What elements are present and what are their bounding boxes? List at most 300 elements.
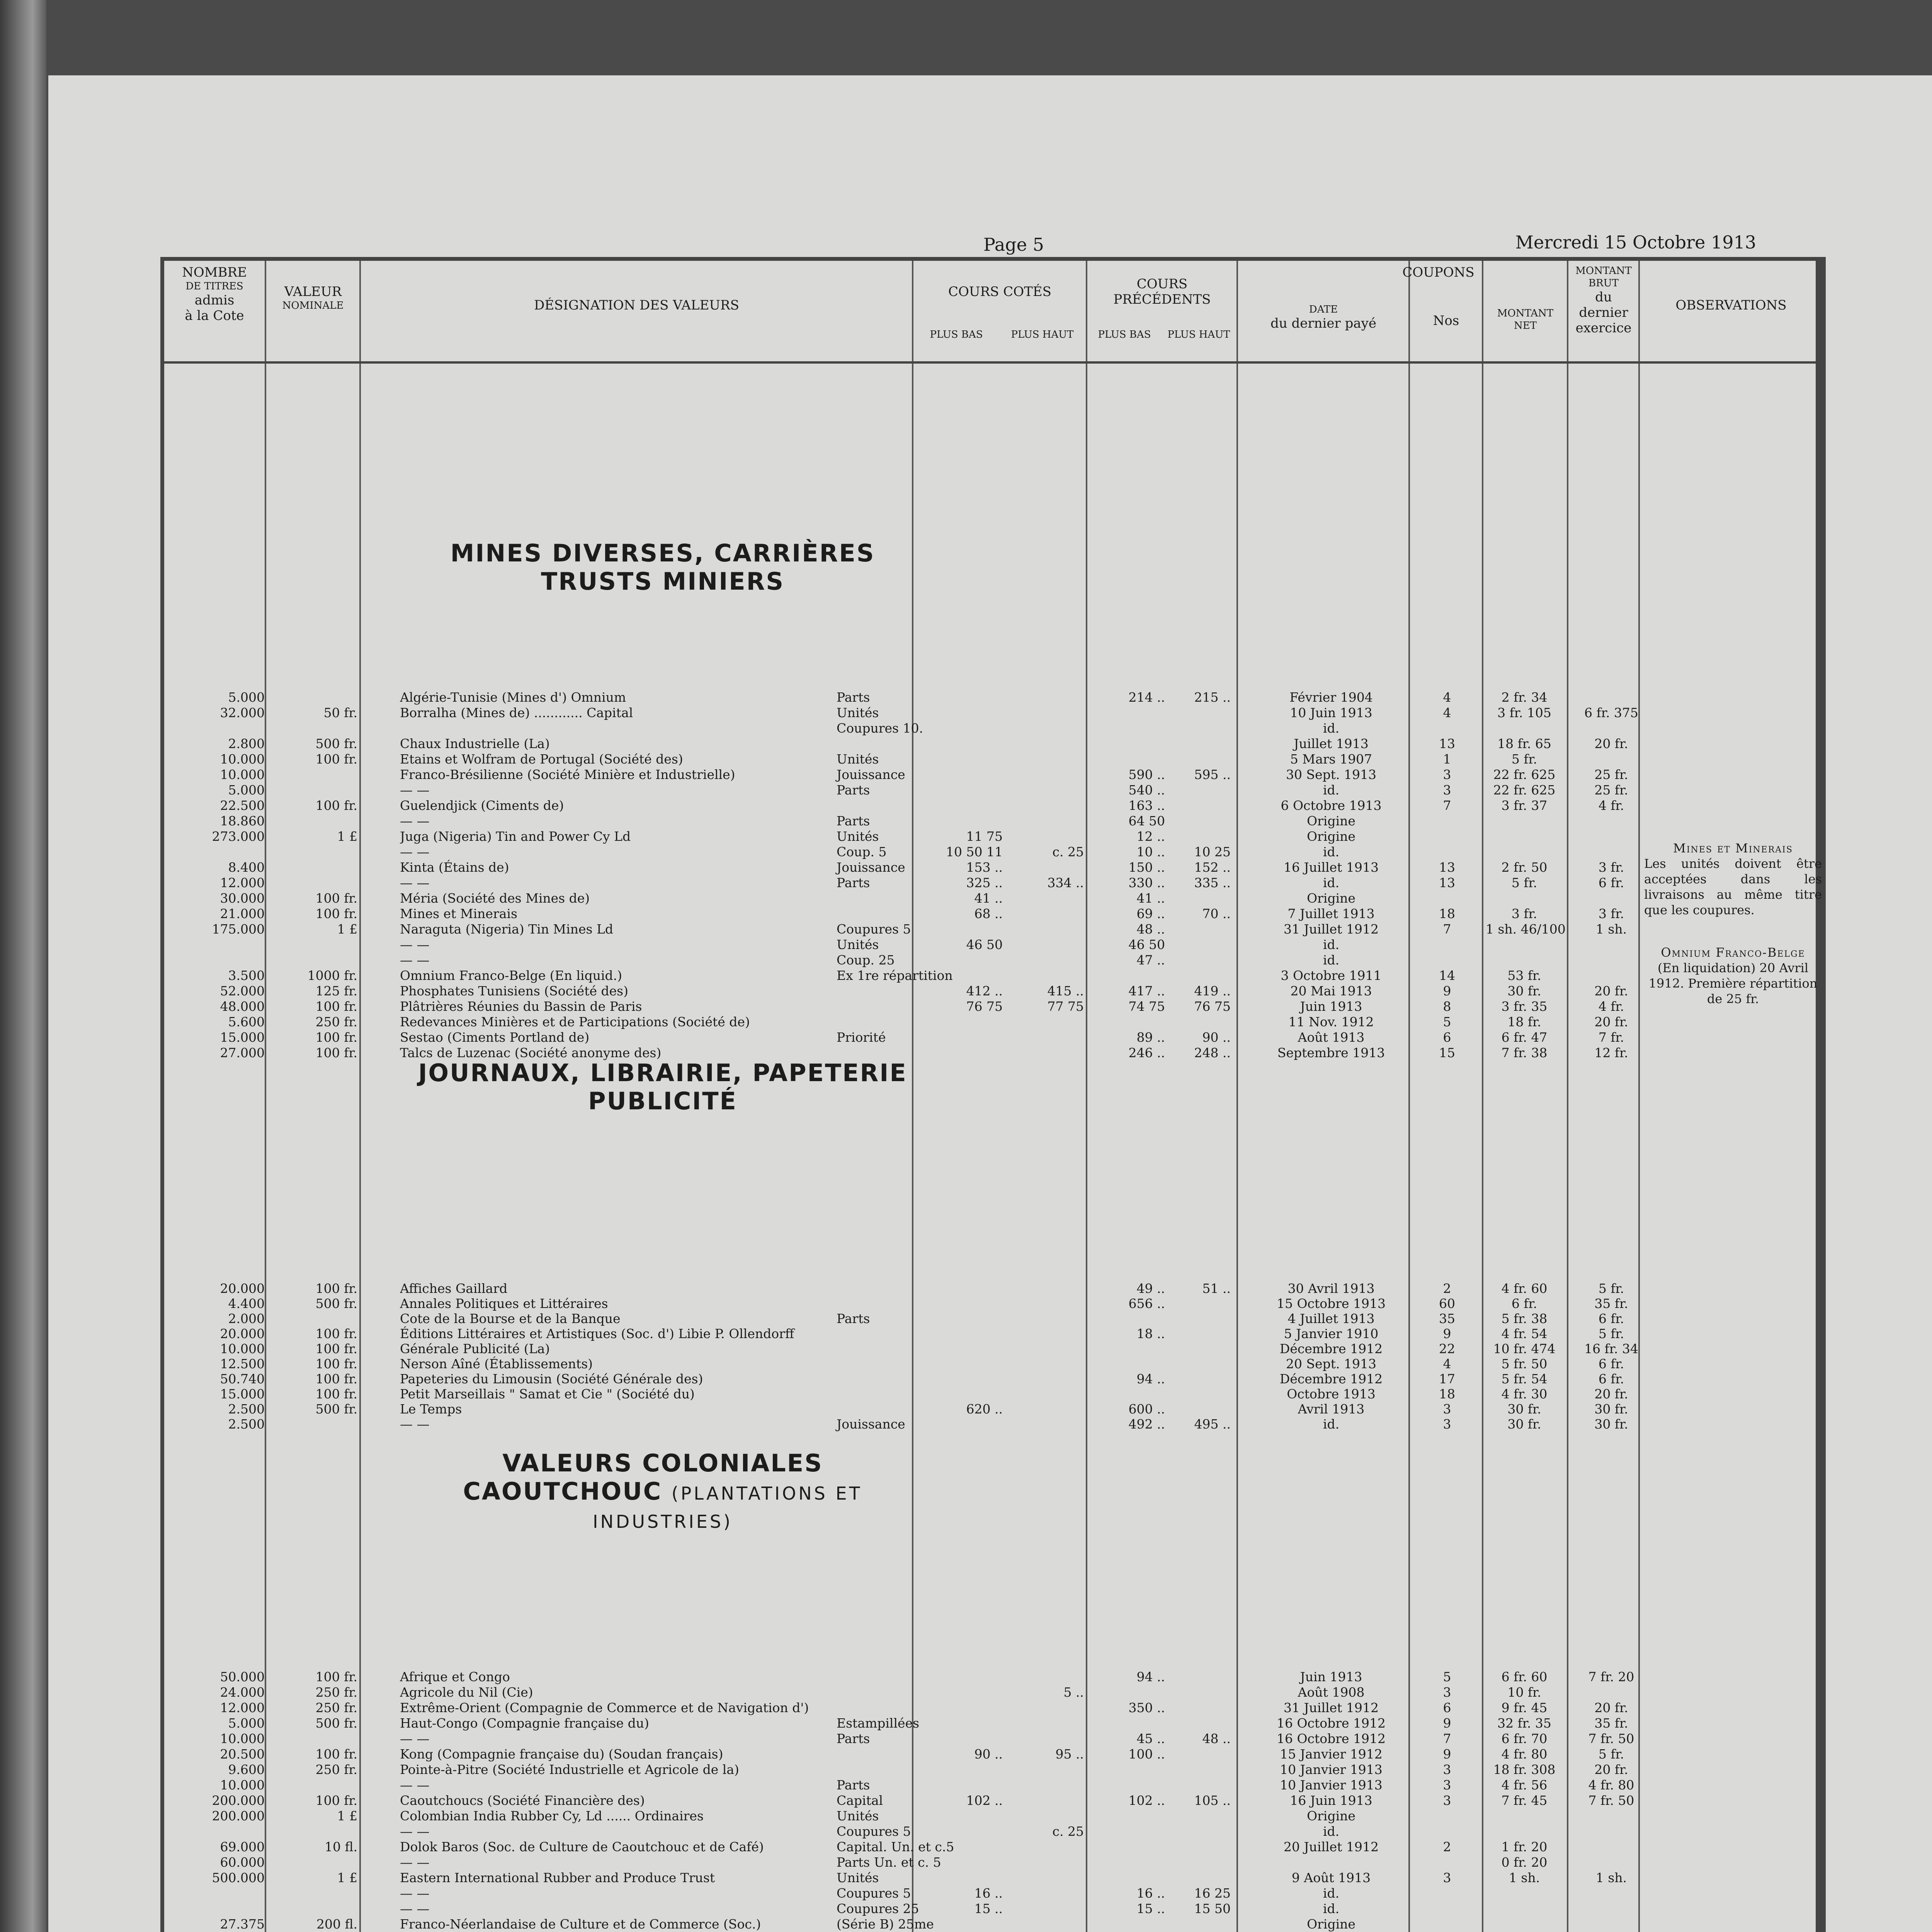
header-numero: Nos: [1433, 313, 1459, 328]
cell-date: 11 Nov. 1912: [1288, 1014, 1374, 1029]
header-nombre-line: à la Cote: [185, 308, 244, 323]
cell-date: id.: [1323, 844, 1340, 859]
header-date-line: du dernier payé: [1270, 316, 1376, 331]
table-row: [164, 906, 1816, 922]
cell-no: 7: [1443, 798, 1451, 813]
cell-ph: 415 ..: [1047, 983, 1084, 998]
cell-date: Juillet 1913: [1294, 736, 1369, 751]
cell-date: Avril 1913: [1298, 1401, 1365, 1417]
cell-net: 6 fr. 47: [1501, 1030, 1548, 1045]
cell-net: 6 fr. 60: [1501, 1669, 1548, 1684]
cell-part: Parts: [837, 782, 870, 798]
cell-des: Algérie-Tunisie (Mines d') Omnium: [400, 690, 626, 705]
table-row: [164, 1281, 1816, 1296]
cell-des: Chaux Industrielle (La): [400, 736, 550, 751]
cell-des: Etains et Wolfram de Portugal (Société des): [400, 752, 683, 767]
cell-date: 20 Mai 1913: [1290, 983, 1372, 998]
header-coupons: COUPONS: [1402, 265, 1475, 280]
header-nombre-line: DE TITRES: [185, 281, 243, 292]
cell-des: — —: [400, 782, 430, 798]
cell-nb: 12.000: [220, 875, 265, 890]
cell-date: 6 Octobre 1913: [1281, 798, 1382, 813]
cell-pp2: 335 ..: [1194, 875, 1231, 890]
cell-ph: c. 25: [1052, 1824, 1084, 1839]
cell-val: 100 fr.: [315, 906, 357, 921]
cell-date: 20 Juillet 1912: [1284, 1839, 1379, 1854]
table-row: [164, 891, 1816, 906]
cell-net: 9 fr. 45: [1501, 1700, 1548, 1715]
header-date-line: DATE: [1309, 304, 1338, 315]
table-row: [164, 1030, 1816, 1045]
cell-no: 13: [1439, 875, 1455, 890]
table-row: [164, 937, 1816, 952]
cell-part: Parts: [837, 1311, 870, 1326]
cell-net: 5 fr. 38: [1501, 1311, 1548, 1326]
cell-date: Origine: [1307, 1917, 1355, 1932]
table-row: [164, 1401, 1816, 1417]
cell-date: Octobre 1913: [1287, 1386, 1376, 1401]
cell-pp1: 74 75: [1128, 999, 1165, 1014]
cell-pp1: 350 ..: [1128, 1700, 1165, 1715]
cell-pp1: 150 ..: [1128, 860, 1165, 875]
cell-pp1: 46 50: [1128, 937, 1165, 952]
cell-des: Afrique et Congo: [400, 1669, 510, 1684]
cell-net: 0 fr. 20: [1501, 1855, 1548, 1870]
cell-brut: 30 fr.: [1594, 1401, 1628, 1417]
cell-part: Unités: [837, 1808, 879, 1823]
cell-pp2: 76 75: [1194, 999, 1231, 1014]
table-row: [164, 875, 1816, 891]
table-row: [164, 767, 1816, 782]
cell-no: 2: [1443, 1839, 1451, 1854]
cell-des: Méria (Société des Mines de): [400, 891, 590, 906]
cell-pp1: 492 ..: [1128, 1417, 1165, 1432]
cell-des: Kong (Compagnie française du) (Soudan français): [400, 1747, 723, 1762]
cell-des: Guelendjick (Ciments de): [400, 798, 564, 813]
cell-des: — —: [400, 844, 430, 859]
section-title-journaux: [412, 1059, 914, 1115]
cell-pp1: 330 ..: [1128, 875, 1165, 890]
cell-net: 3 fr. 35: [1501, 999, 1548, 1014]
cell-no: 1: [1443, 752, 1451, 767]
cell-val: 100 fr.: [315, 798, 357, 813]
cell-no: 3: [1443, 1685, 1451, 1700]
cell-net: 30 fr.: [1507, 983, 1541, 998]
cell-pp1: 47 ..: [1136, 952, 1165, 968]
cell-brut: 12 fr.: [1594, 1045, 1628, 1060]
cell-net: 4 fr. 80: [1501, 1747, 1548, 1762]
cell-date: Septembre 1913: [1277, 1045, 1385, 1060]
cell-net: 5 fr.: [1511, 752, 1537, 767]
table-row: [164, 1669, 1816, 1685]
cell-date: 7 Juillet 1913: [1287, 906, 1375, 921]
cell-no: 9: [1443, 1747, 1451, 1762]
cell-date: Origine: [1307, 829, 1355, 844]
cell-nb: 20.500: [220, 1747, 265, 1762]
cell-no: 13: [1439, 860, 1455, 875]
cell-net: 30 fr.: [1507, 1401, 1541, 1417]
cell-no: 6: [1443, 1030, 1451, 1045]
header-cours-cotes: COURS COTÉS: [948, 284, 1051, 299]
cell-nb: 10.000: [220, 1777, 265, 1793]
cell-pb: 102 ..: [966, 1793, 1003, 1808]
cell-pp1: 540 ..: [1128, 782, 1165, 798]
cell-pp1: 69 ..: [1136, 906, 1165, 921]
cell-brut: 20 fr.: [1594, 1386, 1628, 1401]
table-row: [164, 1777, 1816, 1793]
cell-pp1: 45 ..: [1136, 1731, 1165, 1746]
cell-nb: 22.500: [220, 798, 265, 813]
table-row: [164, 1356, 1816, 1372]
cell-des: — —: [400, 813, 430, 828]
cell-no: 3: [1443, 1793, 1451, 1808]
section-title-line: JOURNAUX, LIBRAIRIE, PAPETERIE: [418, 1059, 907, 1087]
table-row: [164, 829, 1816, 844]
cell-val: 250 fr.: [315, 1685, 357, 1700]
cell-no: 18: [1439, 906, 1455, 921]
cell-no: 5: [1443, 1669, 1451, 1684]
table-row: [164, 1839, 1816, 1855]
cell-des: Plâtrières Réunies du Bassin de Paris: [400, 999, 642, 1014]
cell-pb: 76 75: [966, 999, 1003, 1014]
cell-des: Extrême-Orient (Compagnie de Commerce et de Navigation d'): [400, 1700, 809, 1715]
cell-date: 30 Avril 1913: [1287, 1281, 1375, 1296]
cell-des: — —: [400, 1777, 430, 1793]
header-nombre: [168, 265, 261, 323]
cell-part: Unités: [837, 937, 879, 952]
cell-pp2: 215 ..: [1194, 690, 1231, 705]
header-net-line: NET: [1514, 320, 1537, 332]
cell-des: Naraguta (Nigeria) Tin Mines Ld: [400, 922, 614, 937]
cell-part: Coup. 25: [837, 952, 895, 968]
cell-pp1: 102 ..: [1128, 1793, 1165, 1808]
cell-no: 22: [1439, 1341, 1455, 1356]
cell-brut: 1 sh.: [1595, 922, 1627, 937]
cell-net: 3 fr. 37: [1501, 798, 1548, 813]
cell-part: Capital: [837, 1793, 883, 1808]
cell-pp1: 600 ..: [1128, 1401, 1165, 1417]
cell-des: Mines et Minerais: [400, 906, 517, 921]
table-row: [164, 1870, 1816, 1886]
cell-net: 3 fr. 105: [1497, 705, 1551, 720]
cell-val: 100 fr.: [315, 1045, 357, 1060]
cell-pp1: 163 ..: [1128, 798, 1165, 813]
cell-des: Colombian India Rubber Cy, Ld ...... Ordinaires: [400, 1808, 704, 1823]
cell-pb: 11 75: [966, 829, 1003, 844]
cell-pp1: 12 ..: [1136, 829, 1165, 844]
cell-no: 8: [1443, 999, 1451, 1014]
cell-net: 6 fr. 70: [1501, 1731, 1548, 1746]
cell-part: Jouissance: [837, 767, 905, 782]
section-title-line: TRUSTS MINIERS: [541, 567, 785, 595]
cell-nb: 5.000: [228, 782, 265, 798]
cell-part: Parts: [837, 1731, 870, 1746]
cell-des: Affiches Gaillard: [400, 1281, 508, 1296]
cell-date: 5 Janvier 1910: [1284, 1326, 1379, 1341]
cell-date: 31 Juillet 1912: [1284, 1700, 1379, 1715]
cell-brut: 20 fr.: [1594, 983, 1628, 998]
cell-brut: 4 fr.: [1598, 999, 1624, 1014]
header-cours-precedents: [1088, 276, 1236, 307]
cell-pp1: 656 ..: [1128, 1296, 1165, 1311]
cell-date: id.: [1323, 721, 1340, 736]
cell-brut: 6 fr.: [1598, 875, 1624, 890]
cell-pb: 325 ..: [966, 875, 1003, 890]
cell-no: 15: [1439, 1045, 1455, 1060]
header-cp-line: COURS: [1136, 276, 1188, 292]
cell-date: 4 Juillet 1913: [1287, 1311, 1375, 1326]
cell-no: 3: [1443, 1401, 1451, 1417]
cell-nb: 8.400: [228, 860, 265, 875]
cell-date: Origine: [1307, 891, 1355, 906]
observation-omnium: [1644, 945, 1822, 1007]
cell-part: Coupures 5: [837, 1824, 911, 1839]
section-title-coloniales: [412, 1449, 914, 1534]
cell-nb: 20.000: [220, 1326, 265, 1341]
cell-val: 100 fr.: [315, 1747, 357, 1762]
cell-nb: 9.600: [228, 1762, 265, 1777]
cell-brut: 35 fr.: [1594, 1716, 1628, 1731]
cell-nb: 18.860: [220, 813, 265, 828]
cell-pp2: 152 ..: [1194, 860, 1231, 875]
cell-net: 7 fr. 38: [1501, 1045, 1548, 1060]
cell-no: 4: [1443, 1356, 1451, 1371]
cell-date: id.: [1323, 1417, 1340, 1432]
cell-pb: 16 ..: [974, 1886, 1003, 1901]
cell-val: 100 fr.: [315, 1030, 357, 1045]
cell-brut: 6 fr.: [1598, 1311, 1624, 1326]
cell-pp1: 41 ..: [1136, 891, 1165, 906]
cell-part: Unités: [837, 752, 879, 767]
cell-pb: 68 ..: [974, 906, 1003, 921]
cell-des: — —: [400, 1417, 430, 1432]
header-montant-net: [1484, 307, 1567, 332]
section-title-main: CAOUTCHOUC: [463, 1477, 662, 1505]
cell-date: id.: [1323, 1824, 1340, 1839]
cell-net: 3 fr.: [1511, 906, 1537, 921]
cell-val: 1000 fr.: [307, 968, 357, 983]
cell-val: 10 fl.: [325, 1839, 357, 1854]
cell-no: 4: [1443, 705, 1451, 720]
cell-date: 20 Sept. 1913: [1286, 1356, 1376, 1371]
table-row: [164, 922, 1816, 937]
cell-net: 53 fr.: [1507, 968, 1541, 983]
cell-part: Unités: [837, 1870, 879, 1885]
cell-net: 7 fr. 45: [1501, 1793, 1548, 1808]
cell-des: — —: [400, 875, 430, 890]
cell-pp1: 49 ..: [1136, 1281, 1165, 1296]
cell-no: 14: [1439, 968, 1455, 983]
cell-des: Petit Marseillais " Samat et Cie " (Société du): [400, 1386, 695, 1401]
table-row: [164, 1700, 1816, 1716]
observation-text: (En liquidation) 20 Avril 1912. Première répartition de 25 fr.: [1648, 961, 1818, 1006]
cell-net: 1 sh.: [1509, 1870, 1540, 1885]
table-row: [164, 798, 1816, 813]
table-row: [164, 1014, 1816, 1030]
cell-net: 4 fr. 54: [1501, 1326, 1548, 1341]
cell-nb: 5.600: [228, 1014, 265, 1029]
cell-date: 10 Juin 1913: [1290, 705, 1372, 720]
cell-part: Parts: [837, 1777, 870, 1793]
cell-pp1: 246 ..: [1128, 1045, 1165, 1060]
cell-pp1: 64 50: [1128, 813, 1165, 828]
cell-ph: 5 ..: [1063, 1685, 1084, 1700]
cell-no: 3: [1443, 1762, 1451, 1777]
cell-net: 30 fr.: [1507, 1417, 1541, 1432]
header-plus-haut: PLUS HAUT: [1011, 329, 1074, 340]
cell-pp2: 70 ..: [1202, 906, 1231, 921]
table-row: [164, 844, 1816, 860]
cell-pb: 10 50 11: [946, 844, 1003, 859]
observation-heading: Omnium Franco-Belge: [1661, 945, 1805, 960]
cell-brut: 5 fr.: [1598, 1281, 1624, 1296]
cell-date: 3 Octobre 1911: [1281, 968, 1382, 983]
cell-part: Unités: [837, 829, 879, 844]
cell-pb: 620 ..: [966, 1401, 1003, 1417]
cell-brut: 35 fr.: [1594, 1296, 1628, 1311]
cell-des: — —: [400, 1855, 430, 1870]
cell-des: Sestao (Ciments Portland de): [400, 1030, 590, 1045]
cell-des: Haut-Congo (Compagnie française du): [400, 1716, 649, 1731]
cell-date: 9 Août 1913: [1291, 1870, 1371, 1885]
cell-nb: 10.000: [220, 1731, 265, 1746]
cell-des: Kinta (Étains de): [400, 860, 509, 875]
table-row: [164, 1685, 1816, 1700]
cell-pp1: 94 ..: [1136, 1371, 1165, 1386]
cell-des: — —: [400, 937, 430, 952]
cell-nb: 30.000: [220, 891, 265, 906]
observation-mines-et-minerais: [1644, 840, 1822, 918]
cell-ph: 77 75: [1047, 999, 1084, 1014]
table-row: [164, 1855, 1816, 1870]
cell-date: id.: [1323, 952, 1340, 968]
cell-brut: 4 fr.: [1598, 798, 1624, 813]
cell-no: 2: [1443, 1281, 1451, 1296]
cell-val: 500 fr.: [315, 1296, 357, 1311]
table-row: [164, 952, 1816, 968]
cell-des: Franco-Néerlandaise de Culture et de Commerce (Soc.): [400, 1917, 761, 1932]
table-row: [164, 721, 1816, 736]
cell-pb: 15 ..: [974, 1901, 1003, 1916]
section-title-mines: [412, 539, 914, 595]
cell-net: 5 fr. 50: [1501, 1356, 1548, 1371]
cell-val: 100 fr.: [315, 1386, 357, 1401]
cell-nb: 48.000: [220, 999, 265, 1014]
cell-part: Coupures 5: [837, 922, 911, 937]
cell-net: 18 fr. 308: [1493, 1762, 1556, 1777]
cell-des: Phosphates Tunisiens (Société des): [400, 983, 628, 998]
cell-val: 125 fr.: [315, 983, 357, 998]
cell-des: Redevances Minières et de Participations (Société de): [400, 1014, 750, 1029]
cell-des: Cote de la Bourse et de la Banque: [400, 1311, 621, 1326]
section-title-line: VALEURS COLONIALES: [502, 1449, 823, 1477]
section-subtitle: (PLANTATIONS ET INDUSTRIES): [592, 1483, 862, 1532]
cell-des: — —: [400, 1824, 430, 1839]
cell-part: Parts Un. et c. 5: [837, 1855, 941, 1870]
cell-date: Origine: [1307, 1808, 1355, 1823]
cell-val: 100 fr.: [315, 1281, 357, 1296]
cell-val: 100 fr.: [315, 752, 357, 767]
cell-part: (Série B) 25me: [837, 1917, 934, 1932]
cell-pb: 46 50: [966, 937, 1003, 952]
cell-des: Franco-Brésilienne (Société Minière et Industrielle): [400, 767, 735, 782]
cell-net: 22 fr. 625: [1493, 782, 1556, 798]
cell-no: 9: [1443, 1716, 1451, 1731]
table-row: [164, 983, 1816, 999]
table-row: [164, 1311, 1816, 1327]
cell-no: 17: [1439, 1371, 1455, 1386]
cell-pp2: 105 ..: [1194, 1793, 1231, 1808]
cell-pp2: 419 ..: [1194, 983, 1231, 998]
cell-nb: 2.800: [228, 736, 265, 751]
cell-nb: 200.000: [212, 1808, 265, 1823]
cell-des: Borralha (Mines de) ............ Capital: [400, 705, 633, 720]
cell-val: 100 fr.: [315, 999, 357, 1014]
header-net-line: MONTANT: [1497, 308, 1554, 319]
cell-pp2: 595 ..: [1194, 767, 1231, 782]
cell-val: 100 fr.: [315, 1793, 357, 1808]
cell-des: Le Temps: [400, 1401, 462, 1417]
cell-date: Août 1908: [1298, 1685, 1365, 1700]
header-cp-line: PRÉCÉDENTS: [1113, 292, 1211, 307]
table-row: [164, 1747, 1816, 1762]
cell-date: Décembre 1912: [1279, 1341, 1383, 1356]
table-row: [164, 860, 1816, 875]
header-brut-line: BRUT: [1588, 277, 1619, 289]
cell-net: 18 fr. 65: [1497, 736, 1551, 751]
header-observations: OBSERVATIONS: [1675, 298, 1787, 313]
cell-pb: 153 ..: [966, 860, 1003, 875]
cell-no: 5: [1443, 1014, 1451, 1029]
cell-date: Juin 1913: [1300, 999, 1362, 1014]
table-row: [164, 1808, 1816, 1824]
cell-net: 5 fr. 54: [1501, 1371, 1548, 1386]
cell-date: Juin 1913: [1300, 1669, 1362, 1684]
cell-date: 15 Octobre 1913: [1276, 1296, 1386, 1311]
cell-brut: 7 fr. 50: [1588, 1793, 1634, 1808]
cell-pp1: 18 ..: [1136, 1326, 1165, 1341]
cell-ph: 95 ..: [1055, 1747, 1084, 1762]
cell-net: 10 fr. 474: [1493, 1341, 1556, 1356]
observation-heading: Mines et Minerais: [1673, 841, 1793, 855]
header-brut-line: exercice: [1575, 320, 1632, 336]
cell-nb: 12.000: [220, 1700, 265, 1715]
header-nombre-line: NOMBRE: [182, 265, 247, 280]
page-date: Mercredi 15 Octobre 1913: [1515, 232, 1756, 253]
cell-net: 22 fr. 625: [1493, 767, 1556, 782]
cell-des: Eastern International Rubber and Produce Trust: [400, 1870, 715, 1885]
newspaper-page: [48, 75, 1932, 1932]
cell-date: id.: [1323, 875, 1340, 890]
cell-nb: 10.000: [220, 1341, 265, 1356]
cell-nb: 15.000: [220, 1030, 265, 1045]
cell-part: Unités: [837, 705, 879, 720]
header-pp-bas: PLUS BAS: [1098, 329, 1151, 340]
cell-pp2: 10 25: [1194, 844, 1231, 859]
cell-des: Pointe-à-Pitre (Société Industrielle et Agricole de la): [400, 1762, 739, 1777]
cell-part: Jouissance: [837, 1417, 905, 1432]
cell-nb: 4.400: [228, 1296, 265, 1311]
cell-date: 16 Juin 1913: [1290, 1793, 1372, 1808]
cell-nb: 27.375: [220, 1917, 265, 1932]
cell-des: Juga (Nigeria) Tin and Power Cy Ld: [400, 829, 631, 844]
cell-net: 4 fr. 60: [1501, 1281, 1548, 1296]
cell-net: 32 fr. 35: [1497, 1716, 1551, 1731]
cell-pb: 41 ..: [974, 891, 1003, 906]
cell-part: Coupures 10.: [837, 721, 923, 736]
table-row: [164, 1296, 1816, 1311]
cell-nb: 52.000: [220, 983, 265, 998]
